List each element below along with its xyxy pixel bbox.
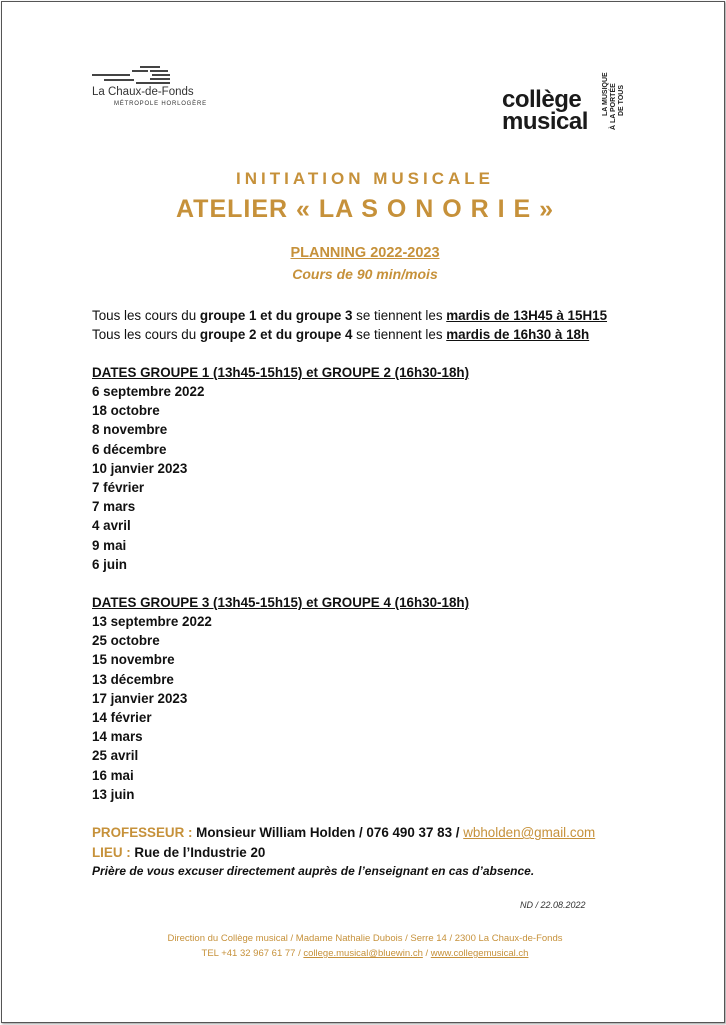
schedule-line-1 [92,307,607,325]
date-item: 25 avril [92,748,139,764]
date-item: 8 novembre [92,422,168,438]
logo-right-word2: musical [502,108,588,135]
logo-left-name: La Chaux-de-Fonds [92,86,194,98]
location-label: LIEU : [92,845,131,860]
planning-heading: PLANNING 2022-2023 [290,245,440,261]
date-item: 18 octobre [92,403,160,419]
footer-contact [2,948,725,959]
schedule-2-text-c: se tiennent les [352,327,447,342]
professor-value: Monsieur William Holden / 076 490 37 83 / [192,825,464,840]
building-icon [92,64,172,86]
footer-address: Direction du Collège musical / Madame Nathalie Dubois / Serre 14 / 2300 La Chaux-de-Fonds [167,933,563,944]
footer-phone: TEL +41 32 967 61 77 / [201,948,304,959]
logo-right-word1: collège [502,86,582,113]
date-item: 25 octobre [92,633,160,649]
document-page [1,1,725,1023]
professor-email-link[interactable]: wbholden@gmail.com [463,825,596,840]
date-item: 15 novembre [92,652,175,668]
location-value: Rue de l’Industrie 20 [130,845,266,860]
schedule-2-time: mardis de 16h30 à 18h [446,327,590,342]
date-item: 13 septembre 2022 [92,614,212,629]
footer-email-link[interactable]: college.musical@bluewin.ch [303,948,423,959]
absence-note: Prière de vous excuser directement auprès de l’enseignant en cas d’absence. [92,864,535,878]
date-item: 14 mars [92,729,143,745]
logo-tag-line3: DE TOUS [618,85,625,116]
date-item: 6 septembre 2022 [92,384,205,399]
schedule-1-groups: groupe 1 et du groupe 3 [199,308,353,323]
group-3-4-dates [92,612,212,804]
group-1-2-heading: DATES GROUPE 1 (13h45-15h15) et GROUPE 2 (16h30-18h) [92,365,470,380]
date-item: 6 juin [92,556,127,572]
footer-separator: / [422,948,431,959]
footer-website-link[interactable]: www.collegemusical.ch [430,948,529,959]
logo-left-subtitle: MÉTROPOLE HORLOGÈRE [114,101,207,107]
group-1-2-dates [92,382,204,574]
date-item: 13 décembre [92,671,174,687]
course-duration: Cours de 90 min/mois [292,266,438,282]
date-item: 10 janvier 2023 [92,460,188,476]
logo-tag-line1: LA MUSIQUE [602,72,609,116]
schedule-1-time: mardis de 13H45 à 15H15 [446,308,608,323]
schedule-2-text-a: Tous les cours du [92,327,200,342]
location-line [92,844,265,862]
date-item: 7 mars [92,499,136,515]
college-musical-logo [502,72,632,134]
date-item: 17 janvier 2023 [92,690,188,706]
logo-right-tagline [602,72,638,134]
date-item: 7 février [92,480,145,496]
schedule-line-2 [92,326,589,344]
schedule-1-text-c: se tiennent les [352,308,447,323]
group-3-4-heading: DATES GROUPE 3 (13h45-15h15) et GROUPE 4 (16h30-18h) [92,595,470,610]
professor-line [92,824,595,842]
document-signature: ND / 22.08.2022 [520,900,586,910]
date-item: 16 mai [92,767,134,783]
date-item: 6 décembre [92,441,167,457]
logo-tag-line2: À LA PORTÉE [610,83,617,130]
schedule-1-text-a: Tous les cours du [92,308,200,323]
atelier-title: ATELIER « LA S O N O R I E » [175,195,555,223]
date-item: 13 juin [92,786,135,802]
date-item: 14 février [92,710,152,726]
date-item: 4 avril [92,518,131,534]
professor-label: PROFESSEUR : [92,825,193,840]
main-title: INITIATION MUSICALE [236,169,494,188]
date-item: 9 mai [92,537,127,553]
la-chaux-de-fonds-logo [92,64,222,114]
schedule-2-groups: groupe 2 et du groupe 4 [199,327,353,342]
